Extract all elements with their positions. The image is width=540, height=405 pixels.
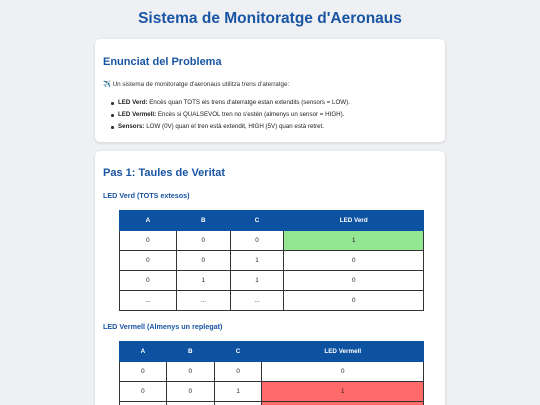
table-cell bbox=[166, 402, 214, 405]
table-header-row bbox=[120, 211, 424, 231]
table-cell: 0 bbox=[284, 291, 424, 311]
bullet-label: Sensors: bbox=[118, 123, 145, 130]
table-cell: 0 bbox=[120, 362, 167, 382]
table-cell: 1 bbox=[214, 382, 262, 402]
column-header: A bbox=[120, 211, 177, 231]
truth-tables-card bbox=[95, 151, 445, 405]
column-header: LED Vermell bbox=[262, 342, 424, 362]
bullet-text: Encès si QUALSEVOL tren no s'estén (almenys un sensor = HIGH). bbox=[156, 111, 345, 118]
table-cell: 1 bbox=[176, 271, 230, 291]
table-cell: 0 bbox=[214, 362, 262, 382]
table-cell: ... bbox=[176, 291, 230, 311]
column-header: LED Verd bbox=[284, 211, 424, 231]
table-cell: 0 bbox=[120, 271, 177, 291]
table-row bbox=[120, 251, 424, 271]
table-row bbox=[120, 231, 424, 251]
table-row bbox=[120, 382, 424, 402]
red-table-title: LED Vermell (Almenys un replegat) bbox=[103, 322, 223, 331]
table-row bbox=[120, 362, 424, 382]
table-cell: 0 bbox=[166, 362, 214, 382]
bullet-text: Encès quan TOTS els trens d'aterratge estan extendits (sensors = LOW). bbox=[147, 99, 350, 106]
bullet-sensors bbox=[118, 121, 350, 133]
green-table-title: LED Verd (TOTS extesos) bbox=[103, 191, 190, 200]
table-cell bbox=[214, 402, 262, 405]
table-cell: 0 bbox=[262, 362, 424, 382]
table-cell: 0 bbox=[176, 251, 230, 271]
step1-heading: Pas 1: Taules de Veritat bbox=[103, 167, 226, 179]
table-cell-highlight bbox=[262, 402, 424, 405]
table-cell bbox=[120, 402, 167, 405]
problem-heading: Enunciat del Problema bbox=[103, 56, 222, 68]
table-cell: 0 bbox=[120, 251, 177, 271]
table-cell-highlight: 1 bbox=[262, 382, 424, 402]
table-cell: 1 bbox=[230, 271, 284, 291]
table-header-row bbox=[120, 342, 424, 362]
problem-intro: ✈️ Un sistema de monitoratge d'aeronaus utilitza trens d'aterratge: bbox=[103, 81, 290, 88]
table-cell: 0 bbox=[230, 231, 284, 251]
bullet-label: LED Vermell: bbox=[118, 111, 157, 118]
column-header: C bbox=[214, 342, 262, 362]
table-cell-highlight: 1 bbox=[284, 231, 424, 251]
green-truth-table bbox=[119, 210, 424, 311]
table-row bbox=[120, 402, 424, 405]
column-header: C bbox=[230, 211, 284, 231]
table-cell: 0 bbox=[166, 382, 214, 402]
bullet-text: LOW (0V) quan el tren està extendit, HIGH (5V) quan està retret. bbox=[144, 123, 325, 130]
bullet-label: LED Verd: bbox=[118, 99, 148, 106]
table-cell: 0 bbox=[284, 251, 424, 271]
red-truth-table bbox=[119, 341, 424, 405]
table-cell: 0 bbox=[120, 382, 167, 402]
table-cell: 0 bbox=[284, 271, 424, 291]
table-cell: 1 bbox=[230, 251, 284, 271]
table-cell: 0 bbox=[120, 231, 177, 251]
table-row bbox=[120, 271, 424, 291]
table-cell: ... bbox=[230, 291, 284, 311]
bullet-led-verd bbox=[118, 97, 350, 109]
bullet-led-vermell bbox=[118, 109, 350, 121]
column-header: B bbox=[176, 211, 230, 231]
problem-card bbox=[95, 39, 445, 142]
problem-bullets bbox=[118, 97, 350, 133]
table-row bbox=[120, 291, 424, 311]
page-title: Sistema de Monitoratge d'Aeronaus bbox=[138, 10, 402, 27]
column-header: B bbox=[166, 342, 214, 362]
table-cell: ... bbox=[120, 291, 177, 311]
table-cell: 0 bbox=[176, 231, 230, 251]
column-header: A bbox=[120, 342, 167, 362]
